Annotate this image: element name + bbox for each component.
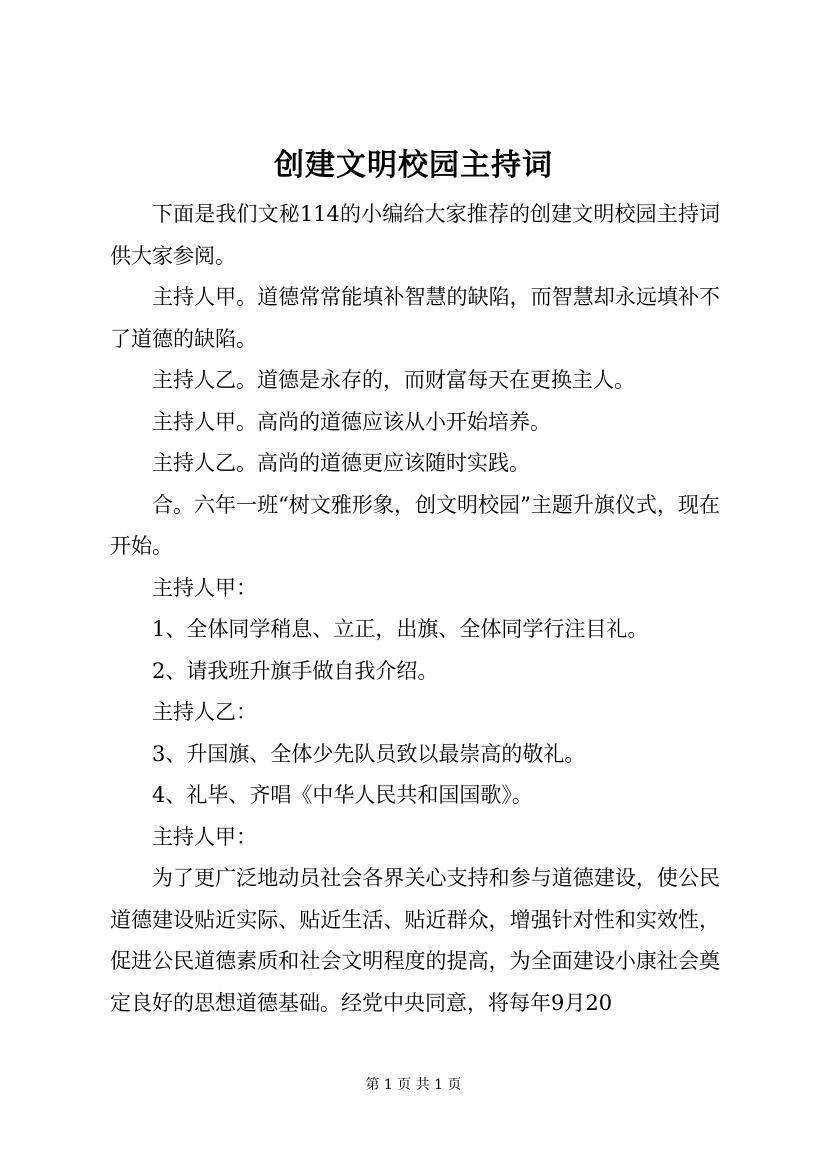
- paragraph: 3、升国旗、全体少先队员致以最崇高的敬礼。: [152, 741, 586, 766]
- paragraph: 为了更广泛地动员社会各界关心支持和参与道德建设，使公民道德建设贴近实际、贴近生活、贴近群众，增强针对性和实效性，促进公民道德素质和社会文明程度的提高，为全面建设小康社会奠定良好的思想道德基础。经党中央同意，将每年9月20: [110, 866, 720, 1015]
- paragraph: 2、请我班升旗手做自我介绍。: [152, 658, 439, 683]
- paragraph: 主持人乙。高尚的道德更应该随时实践。: [152, 451, 530, 475]
- paragraph: 主持人乙。道德是永存的，而财富每天在更换主人。: [152, 368, 635, 392]
- paragraph: 主持人甲。高尚的道德应该从小开始培养。: [152, 409, 551, 434]
- page-number-footer: 第 1 页 共 1 页: [365, 1077, 462, 1093]
- paragraph-intro: 下面是我们文秘114的小编给大家推荐的创建文明校园主持词供大家参阅。: [110, 202, 720, 268]
- document-body: [110, 194, 720, 1024]
- paragraph: 1、全体同学稍息、立正，出旗、全体同学行注目礼。: [152, 617, 649, 641]
- paragraph: 主持人甲。道德常常能填补智慧的缺陷，而智慧却永远填补不了道德的缺陷。: [110, 285, 720, 351]
- document-title: 创建文明校园主持词: [274, 148, 553, 183]
- paragraph: 主持人甲：: [152, 824, 257, 849]
- paragraph: 合。六年一班“树文雅形象，创文明校园”主题升旗仪式，现在开始。: [110, 492, 720, 558]
- paragraph: 4、礼毕、齐唱《中华人民共和国国歌》。: [152, 783, 533, 807]
- paragraph: 主持人甲：: [152, 575, 257, 600]
- paragraph: 主持人乙：: [152, 700, 257, 724]
